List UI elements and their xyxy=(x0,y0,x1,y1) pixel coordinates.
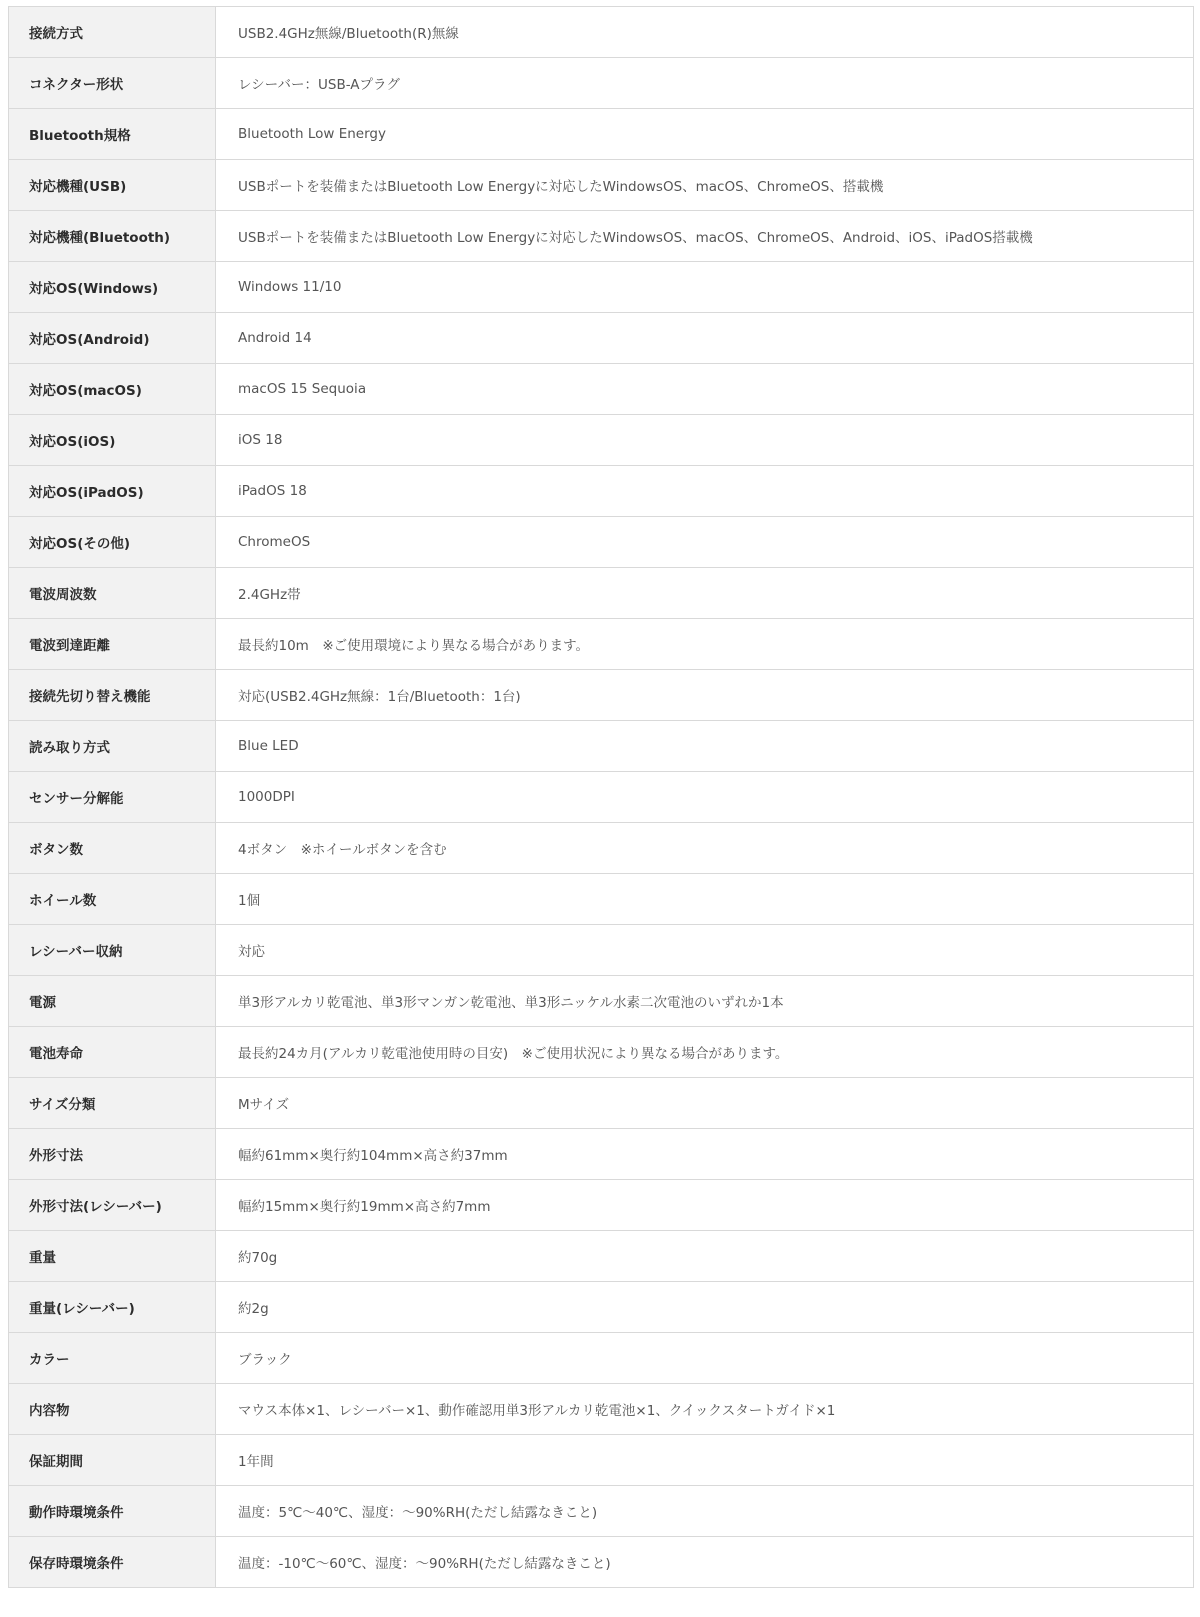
spec-label: 電源 xyxy=(9,976,216,1027)
spec-label: 対応OS(その他) xyxy=(9,517,216,568)
spec-row xyxy=(9,262,1194,313)
spec-row xyxy=(9,619,1194,670)
spec-label: サイズ分類 xyxy=(9,1078,216,1129)
spec-value: Windows 11/10 xyxy=(216,262,1194,313)
spec-value: macOS 15 Sequoia xyxy=(216,364,1194,415)
spec-value: 最長約10m ※ご使用環境により異なる場合があります。 xyxy=(216,619,1194,670)
spec-label: センサー分解能 xyxy=(9,772,216,823)
spec-row xyxy=(9,1384,1194,1435)
spec-label: ボタン数 xyxy=(9,823,216,874)
spec-row xyxy=(9,364,1194,415)
spec-label: 保証期間 xyxy=(9,1435,216,1486)
spec-row xyxy=(9,568,1194,619)
spec-label: カラー xyxy=(9,1333,216,1384)
spec-value: iPadOS 18 xyxy=(216,466,1194,517)
spec-label: 動作時環境条件 xyxy=(9,1486,216,1537)
spec-value: 温度：5℃〜40℃、湿度：〜90%RH(ただし結露なきこと) xyxy=(216,1486,1194,1537)
spec-value: 対応 xyxy=(216,925,1194,976)
spec-row xyxy=(9,517,1194,568)
spec-label: 電池寿命 xyxy=(9,1027,216,1078)
spec-value: USBポートを装備またはBluetooth Low Energyに対応したWindowsOS、macOS、ChromeOS、搭載機 xyxy=(216,160,1194,211)
spec-value: ブラック xyxy=(216,1333,1194,1384)
spec-value: 最長約24カ月(アルカリ乾電池使用時の目安) ※ご使用状況により異なる場合があります。 xyxy=(216,1027,1194,1078)
spec-row xyxy=(9,874,1194,925)
spec-label: 対応OS(iOS) xyxy=(9,415,216,466)
spec-row xyxy=(9,772,1194,823)
spec-value: Blue LED xyxy=(216,721,1194,772)
spec-row xyxy=(9,415,1194,466)
spec-label: 保存時環境条件 xyxy=(9,1537,216,1588)
spec-row xyxy=(9,7,1194,58)
spec-row xyxy=(9,160,1194,211)
spec-value: 温度：-10℃〜60℃、湿度：〜90%RH(ただし結露なきこと) xyxy=(216,1537,1194,1588)
spec-value: 1000DPI xyxy=(216,772,1194,823)
spec-label: 重量(レシーバー) xyxy=(9,1282,216,1333)
spec-row xyxy=(9,58,1194,109)
spec-table-body xyxy=(9,7,1194,1588)
spec-value: 約70g xyxy=(216,1231,1194,1282)
spec-value: ChromeOS xyxy=(216,517,1194,568)
spec-row xyxy=(9,1027,1194,1078)
spec-value: 1年間 xyxy=(216,1435,1194,1486)
spec-label: 対応機種(Bluetooth) xyxy=(9,211,216,262)
spec-label: 重量 xyxy=(9,1231,216,1282)
spec-label: 外形寸法 xyxy=(9,1129,216,1180)
spec-row xyxy=(9,976,1194,1027)
spec-value: 約2g xyxy=(216,1282,1194,1333)
spec-label: 接続先切り替え機能 xyxy=(9,670,216,721)
spec-row xyxy=(9,1231,1194,1282)
spec-value: Android 14 xyxy=(216,313,1194,364)
spec-value: 対応(USB2.4GHz無線：1台/Bluetooth：1台) xyxy=(216,670,1194,721)
spec-label: コネクター形状 xyxy=(9,58,216,109)
spec-row xyxy=(9,670,1194,721)
spec-table xyxy=(8,6,1194,1588)
spec-value: 1個 xyxy=(216,874,1194,925)
spec-label: 読み取り方式 xyxy=(9,721,216,772)
spec-value: iOS 18 xyxy=(216,415,1194,466)
spec-row xyxy=(9,109,1194,160)
spec-row xyxy=(9,313,1194,364)
spec-label: 対応OS(iPadOS) xyxy=(9,466,216,517)
spec-row xyxy=(9,1129,1194,1180)
spec-value: Bluetooth Low Energy xyxy=(216,109,1194,160)
spec-label: 対応機種(USB) xyxy=(9,160,216,211)
spec-value: 幅約61mm×奥行約104mm×高さ約37mm xyxy=(216,1129,1194,1180)
spec-row xyxy=(9,1180,1194,1231)
spec-value: レシーバー：USB-Aプラグ xyxy=(216,58,1194,109)
spec-value: Mサイズ xyxy=(216,1078,1194,1129)
spec-row xyxy=(9,466,1194,517)
spec-label: ホイール数 xyxy=(9,874,216,925)
spec-label: 電波到達距離 xyxy=(9,619,216,670)
spec-value: 幅約15mm×奥行約19mm×高さ約7mm xyxy=(216,1180,1194,1231)
spec-row xyxy=(9,1282,1194,1333)
spec-row xyxy=(9,211,1194,262)
spec-row xyxy=(9,1537,1194,1588)
spec-row xyxy=(9,925,1194,976)
spec-label: Bluetooth規格 xyxy=(9,109,216,160)
spec-row xyxy=(9,1078,1194,1129)
spec-label: 対応OS(Android) xyxy=(9,313,216,364)
spec-label: 外形寸法(レシーバー) xyxy=(9,1180,216,1231)
spec-label: 接続方式 xyxy=(9,7,216,58)
spec-row xyxy=(9,1486,1194,1537)
spec-value: マウス本体×1、レシーバー×1、動作確認用単3形アルカリ乾電池×1、クイックスタートガイド×1 xyxy=(216,1384,1194,1435)
spec-label: 内容物 xyxy=(9,1384,216,1435)
spec-value: 2.4GHz帯 xyxy=(216,568,1194,619)
spec-value: USBポートを装備またはBluetooth Low Energyに対応したWindowsOS、macOS、ChromeOS、Android、iOS、iPadOS搭載機 xyxy=(216,211,1194,262)
spec-row xyxy=(9,1435,1194,1486)
spec-row xyxy=(9,1333,1194,1384)
spec-value: 単3形アルカリ乾電池、単3形マンガン乾電池、単3形ニッケル水素二次電池のいずれか1本 xyxy=(216,976,1194,1027)
spec-label: 電波周波数 xyxy=(9,568,216,619)
spec-label: レシーバー収納 xyxy=(9,925,216,976)
spec-value: USB2.4GHz無線/Bluetooth(R)無線 xyxy=(216,7,1194,58)
spec-label: 対応OS(Windows) xyxy=(9,262,216,313)
spec-label: 対応OS(macOS) xyxy=(9,364,216,415)
spec-row xyxy=(9,721,1194,772)
spec-row xyxy=(9,823,1194,874)
spec-value: 4ボタン ※ホイールボタンを含む xyxy=(216,823,1194,874)
